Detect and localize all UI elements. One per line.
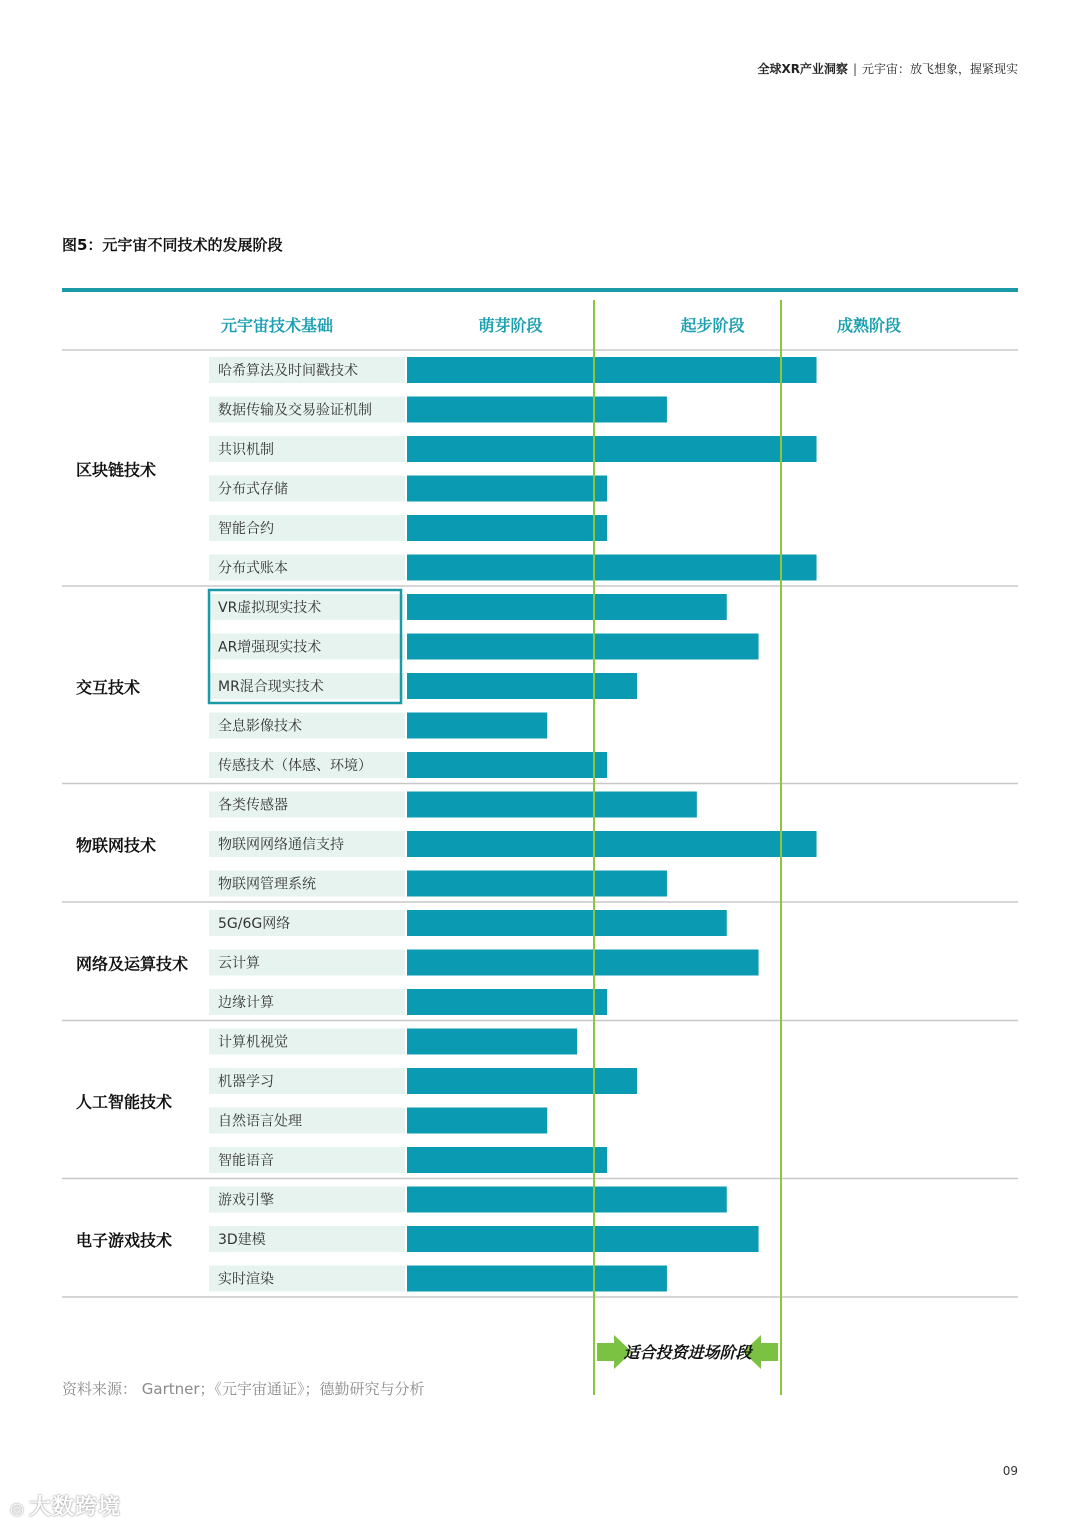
bar bbox=[407, 476, 607, 502]
row-label: 智能合约 bbox=[218, 521, 274, 537]
row-label: 物联网网络通信支持 bbox=[218, 837, 344, 853]
group-label: 电子游戏技术 bbox=[76, 1230, 173, 1250]
bar bbox=[407, 1029, 577, 1055]
row-label: 5G/6G网络 bbox=[218, 916, 291, 932]
group-label: 区块链技术 bbox=[76, 460, 157, 480]
bar bbox=[407, 1068, 637, 1094]
header-separator: | bbox=[852, 62, 857, 76]
row-label: 实时渲染 bbox=[218, 1271, 274, 1288]
row-label: 传感技术（体感、环境） bbox=[218, 758, 372, 774]
watermark-text: 大数跨境 bbox=[28, 1495, 121, 1520]
bar bbox=[407, 594, 727, 620]
bar bbox=[407, 436, 817, 462]
report-name: 全球XR产业洞察 bbox=[757, 62, 848, 76]
bar bbox=[407, 752, 607, 778]
report-subtitle: 元宇宙：放飞想象，握紧现实 bbox=[861, 62, 1018, 76]
row-label: 分布式存储 bbox=[218, 481, 288, 498]
stage-header: 起步阶段 bbox=[680, 316, 745, 335]
top-accent-rule bbox=[62, 288, 1018, 292]
row-label: 哈希算法及时间戳技术 bbox=[218, 363, 358, 379]
column-header: 元宇宙技术基础 bbox=[220, 316, 334, 335]
bar bbox=[407, 673, 637, 699]
bar bbox=[407, 555, 817, 581]
stage-header: 成熟阶段 bbox=[836, 316, 902, 335]
row-label: 共识机制 bbox=[218, 442, 274, 458]
row-label: VR虚拟现实技术 bbox=[218, 600, 322, 616]
row-label: 游戏引擎 bbox=[218, 1192, 274, 1209]
bar bbox=[407, 910, 727, 936]
bar bbox=[407, 871, 667, 897]
bar bbox=[407, 831, 817, 857]
row-label: 机器学习 bbox=[218, 1074, 274, 1090]
bar bbox=[407, 792, 697, 818]
row-label: 边缘计算 bbox=[218, 995, 274, 1011]
group-label: 网络及运算技术 bbox=[76, 954, 189, 974]
watermark-logo bbox=[10, 1490, 121, 1521]
page-number: 09 bbox=[1002, 1464, 1018, 1478]
bar bbox=[407, 515, 607, 541]
row-label: 3D建模 bbox=[218, 1232, 266, 1248]
bar bbox=[407, 989, 607, 1015]
group-label: 物联网技术 bbox=[76, 835, 157, 855]
bar bbox=[407, 634, 759, 660]
bar bbox=[407, 1226, 759, 1252]
stage-header: 萌芽阶段 bbox=[478, 316, 543, 335]
bar bbox=[407, 1147, 607, 1173]
row-label: 智能语音 bbox=[218, 1153, 274, 1169]
bar bbox=[407, 1108, 547, 1134]
row-label: AR增强现实技术 bbox=[218, 639, 322, 656]
row-label: 各类传感器 bbox=[218, 797, 288, 814]
investment-window-label: 适合投资进场阶段 bbox=[623, 1343, 752, 1362]
row-label: 分布式账本 bbox=[218, 560, 288, 577]
figure-title: 图5：元宇宙不同技术的发展阶段 bbox=[62, 236, 283, 254]
watermark-icon: ◎ bbox=[10, 1499, 25, 1518]
bar bbox=[407, 1187, 727, 1213]
row-label: 自然语言处理 bbox=[218, 1113, 302, 1130]
group-label: 交互技术 bbox=[76, 677, 141, 697]
row-label: MR混合现实技术 bbox=[218, 679, 324, 695]
row-label: 计算机视觉 bbox=[218, 1034, 288, 1051]
bar bbox=[407, 357, 817, 383]
row-label: 云计算 bbox=[218, 955, 260, 972]
bar bbox=[407, 397, 667, 423]
row-label: 数据传输及交易验证机制 bbox=[218, 402, 372, 419]
bar bbox=[407, 950, 759, 976]
row-label: 全息影像技术 bbox=[218, 718, 302, 735]
bar bbox=[407, 713, 547, 739]
row-label: 物联网管理系统 bbox=[218, 876, 316, 893]
group-label: 人工智能技术 bbox=[76, 1092, 173, 1112]
bar bbox=[407, 1266, 667, 1292]
source-note: 资料来源： Gartner；《元宇宙通证》；德勤研究与分析 bbox=[62, 1380, 425, 1398]
